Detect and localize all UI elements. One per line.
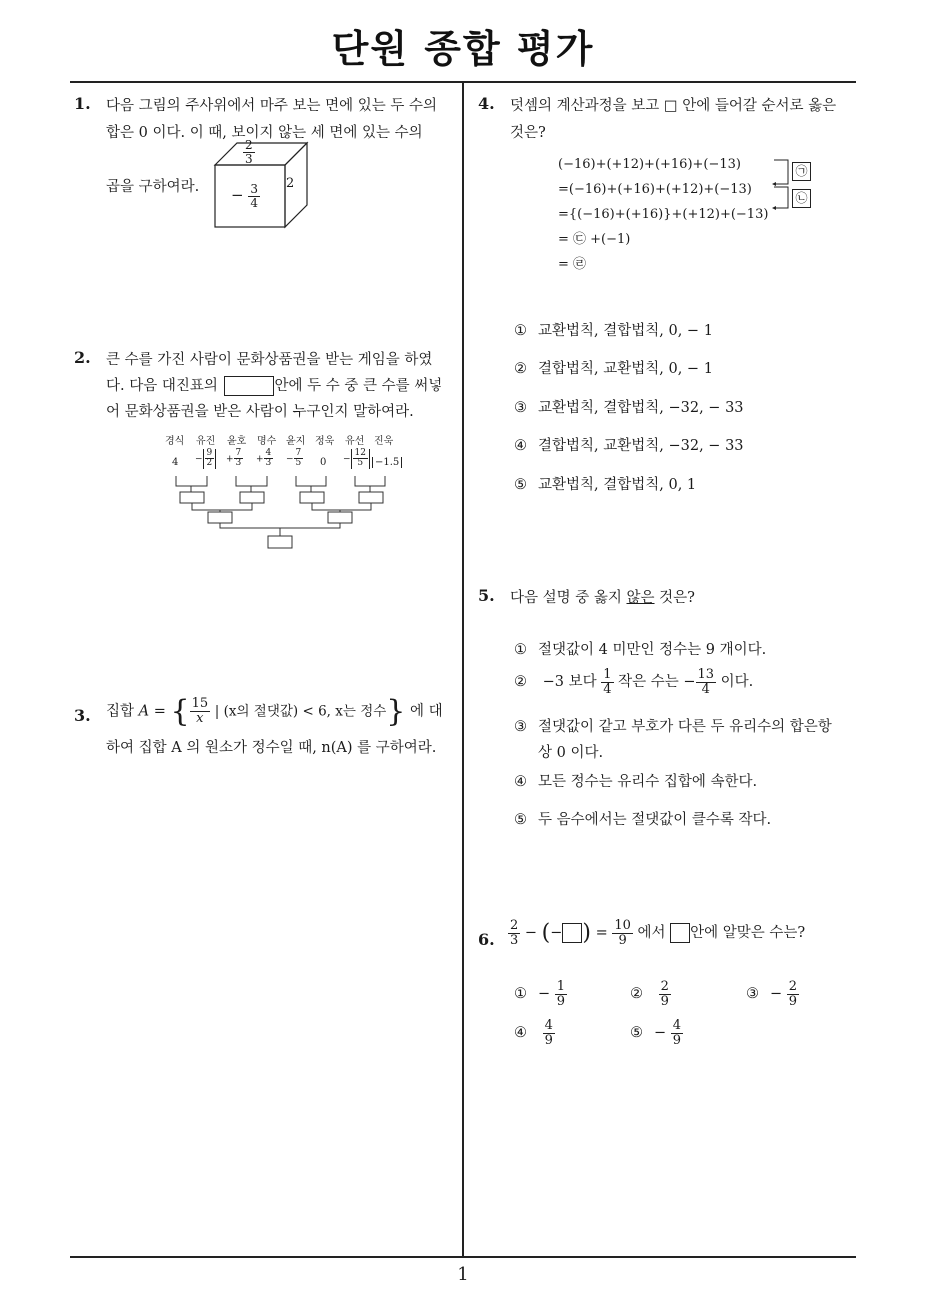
calc-step: = ㉢ +(−1): [558, 232, 631, 247]
brace-open: {: [170, 694, 190, 729]
numerator: 1: [603, 667, 612, 682]
page-number: 1: [457, 1264, 469, 1285]
dice-front-value: [231, 183, 260, 209]
choice-text: 절댓값이 같고 부호가 다른 두 유리수의 합은항: [538, 719, 832, 735]
choice-text: 이다.: [720, 674, 754, 691]
choice-item[interactable]: [514, 357, 713, 378]
choice-item[interactable]: [514, 396, 744, 417]
text-segment: 안에 알맞은 수는?: [690, 925, 806, 942]
choice-item[interactable]: [514, 808, 771, 829]
sign: −: [286, 454, 294, 465]
choice-item[interactable]: [630, 980, 671, 1008]
choice-item[interactable]: [514, 668, 753, 696]
sign: +: [256, 454, 264, 465]
choice-number: ③: [746, 986, 759, 1003]
denominator: 4: [701, 681, 710, 697]
choice-item[interactable]: [514, 434, 744, 455]
player-value: 0: [320, 457, 327, 468]
numerator: 4: [672, 1018, 682, 1033]
question-number: 5.: [478, 586, 495, 605]
denominator: 3: [245, 151, 253, 166]
choice-number: ②: [630, 986, 643, 1003]
text-segment: 것은?: [659, 590, 695, 606]
player-name: 윤호: [227, 436, 247, 447]
dice-top-value: [243, 139, 255, 165]
text-segment: 안에 두 수 중 큰 수를 써넣: [274, 378, 443, 394]
choice-number: ④: [514, 1025, 527, 1042]
set-condition: | (x의 절댓값) < 6, x는 정수: [214, 703, 387, 720]
sign: −: [770, 986, 783, 1003]
choice-text: 교환법칙, 결합법칙, 0, 1: [538, 477, 697, 493]
choice-text: 교환법칙, 결합법칙, −32, − 33: [538, 400, 744, 416]
denominator: 4: [603, 681, 612, 697]
denominator: 5: [357, 458, 364, 469]
paren-close: ): [582, 920, 591, 946]
text-segment: 에서: [637, 925, 666, 942]
question-text: 덧셈의 계산과정을 보고 □ 안에 들어갈 순서로 옳은: [510, 98, 837, 114]
question-text: 집합 A = { $\frac{15}{x}$ | (x의 절댓값) < 6, x는 정수} 에 대: [106, 694, 443, 729]
denominator: 3: [510, 932, 519, 948]
numerator: 12: [354, 448, 366, 458]
choice-text: 교환법칙, 결합법칙, 0, − 1: [538, 323, 713, 339]
operator: −: [550, 925, 563, 942]
calculation-steps: [558, 152, 768, 277]
player-value: 4: [172, 457, 179, 468]
question-number: 3.: [74, 706, 91, 725]
sign: −: [343, 454, 351, 465]
question-text: 큰 수를 가진 사람이 문화상품권을 받는 게임을 하였: [106, 352, 433, 368]
choice-text: 두 음수에서는 절댓값이 클수록 작다.: [538, 812, 772, 828]
player-value: [195, 449, 216, 469]
set-symbol: A: [138, 703, 150, 720]
denominator: 9: [788, 993, 798, 1009]
dice-side-value: 2: [286, 176, 295, 191]
calc-step: =(−16)+(+16)+(+12)+(−13): [558, 182, 752, 197]
choice-item[interactable]: [746, 980, 799, 1008]
step-arrows: [770, 158, 794, 210]
sign: −: [195, 454, 203, 465]
numerator: 3: [250, 182, 258, 196]
player-name: 진욱: [374, 436, 394, 447]
paren-open: (: [541, 920, 551, 946]
denominator: 9: [556, 993, 566, 1009]
answer-box: [670, 923, 690, 943]
text-segment: 집합: [106, 703, 135, 720]
question-text: [106, 374, 442, 396]
calc-step: (−16)+(+12)+(+16)+(−13): [558, 157, 741, 172]
choice-text: 결합법칙, 교환법칙, 0, − 1: [538, 361, 713, 377]
numerator: 10: [614, 918, 631, 933]
player-name: 경식: [165, 436, 185, 447]
choice-number: ④: [514, 774, 527, 790]
numerator: 2: [788, 979, 798, 994]
choice-number: ①: [514, 323, 527, 339]
operator: −: [524, 925, 538, 942]
choice-number: ③: [514, 400, 527, 416]
page-title: 단원 종합 평가: [331, 27, 595, 71]
text-segment: 다음 설명 중 옳지: [510, 590, 622, 606]
player-name: 정욱: [315, 436, 335, 447]
choice-number: ③: [514, 719, 527, 735]
question-text: [508, 919, 805, 947]
choice-item[interactable]: [514, 715, 832, 736]
choice-item[interactable]: [514, 319, 713, 340]
denominator: 9: [618, 932, 627, 948]
choice-item[interactable]: [514, 980, 567, 1008]
sign: −: [654, 1025, 667, 1042]
choice-number: ①: [514, 986, 527, 1003]
player-name: 명수: [257, 436, 277, 447]
choice-text: 작은 수는 −: [618, 674, 696, 691]
operator: =: [595, 925, 608, 942]
step-mark: ㉠: [792, 162, 811, 181]
brace-close: }: [386, 694, 406, 729]
sign: +: [226, 454, 234, 465]
choice-number: ②: [514, 674, 527, 691]
numerator: 15: [191, 696, 209, 712]
choice-number: ⑤: [514, 812, 527, 828]
denominator: 2: [206, 458, 213, 469]
question-text: 어 문화상품권을 받은 사람이 누구인지 말하여라.: [106, 404, 414, 420]
sign: −: [538, 986, 551, 1003]
denominator: 9: [544, 1032, 553, 1048]
choice-text: 절댓값이 4 미만인 정수는 9 개이다.: [538, 642, 767, 658]
question-text: 합은 0 이다. 이 때, 보이지 않는 세 면에 있는 수의: [106, 125, 423, 141]
dice-figure: [205, 135, 315, 235]
choice-number: ⑤: [514, 477, 527, 493]
player-name: 유선: [345, 436, 365, 447]
numerator: 4: [265, 448, 272, 458]
sign: −: [231, 186, 244, 205]
choice-text: 모든 정수는 유리수 집합에 속한다.: [538, 774, 758, 790]
numerator: 2: [510, 918, 519, 933]
choice-number: ⑤: [630, 1025, 643, 1042]
choice-text: 결합법칙, 교환법칙, −32, − 33: [538, 438, 744, 454]
player-value: [226, 449, 243, 469]
choice-text-continued: 상 0 이다.: [538, 745, 604, 761]
choice-number: ④: [514, 438, 527, 454]
numerator: 2: [660, 979, 669, 994]
choice-item[interactable]: [630, 1019, 683, 1047]
denominator: x: [196, 711, 204, 726]
question-number: 1.: [74, 94, 91, 113]
question-text: 다음 그림의 주사위에서 마주 보는 면에 있는 두 수의: [106, 98, 438, 114]
bottom-rule: [70, 1256, 856, 1258]
numerator: 2: [245, 138, 253, 152]
question-number: 4.: [478, 94, 495, 113]
player-value: [256, 449, 273, 469]
choice-item[interactable]: [514, 770, 757, 791]
question-number: 6.: [478, 930, 495, 949]
denominator: 5: [295, 458, 302, 469]
choice-item[interactable]: [514, 473, 696, 494]
tournament-bracket: [160, 474, 410, 554]
text-segment: 다. 다음 대진표의: [106, 378, 218, 394]
choice-number: ①: [514, 642, 527, 658]
player-value: [343, 449, 370, 469]
choice-text: −3 보다: [542, 674, 597, 691]
numerator: 9: [206, 448, 213, 458]
question-text: 곱을 구하여라.: [106, 179, 200, 195]
question-number: 2.: [74, 348, 91, 367]
numerator: 7: [295, 448, 302, 458]
choice-item[interactable]: [514, 638, 766, 659]
step-mark: ㉡: [792, 189, 811, 208]
question-text: 것은?: [510, 125, 546, 141]
column-divider: [462, 82, 464, 1257]
numerator: 1: [556, 979, 566, 994]
player-value: −1.5: [372, 457, 402, 468]
player-name: 윤지: [286, 436, 306, 447]
denominator: 4: [250, 195, 258, 210]
calc-step: ={(−16)+(+16)}+(+12)+(−13): [558, 207, 769, 222]
text-segment: 에 대: [409, 703, 443, 720]
question-text: 하여 집합 A 의 원소가 정수일 때, n(A) 를 구하여라.: [106, 740, 437, 756]
calc-step: = ㉣: [558, 257, 587, 272]
denominator: 9: [660, 993, 669, 1009]
emphasis-text: 않은: [626, 590, 655, 606]
denominator: 3: [265, 458, 272, 469]
denominator: 3: [235, 458, 242, 469]
player-name: 유진: [196, 436, 216, 447]
choice-number: ②: [514, 361, 527, 377]
player-value: [286, 449, 303, 469]
denominator: 9: [672, 1032, 682, 1048]
numerator: 7: [235, 448, 242, 458]
answer-box: [562, 923, 582, 943]
answer-box: [224, 376, 274, 396]
numerator: 4: [544, 1018, 553, 1033]
choice-item[interactable]: [514, 1019, 555, 1047]
numerator: 13: [697, 667, 715, 682]
question-text: [510, 586, 695, 607]
